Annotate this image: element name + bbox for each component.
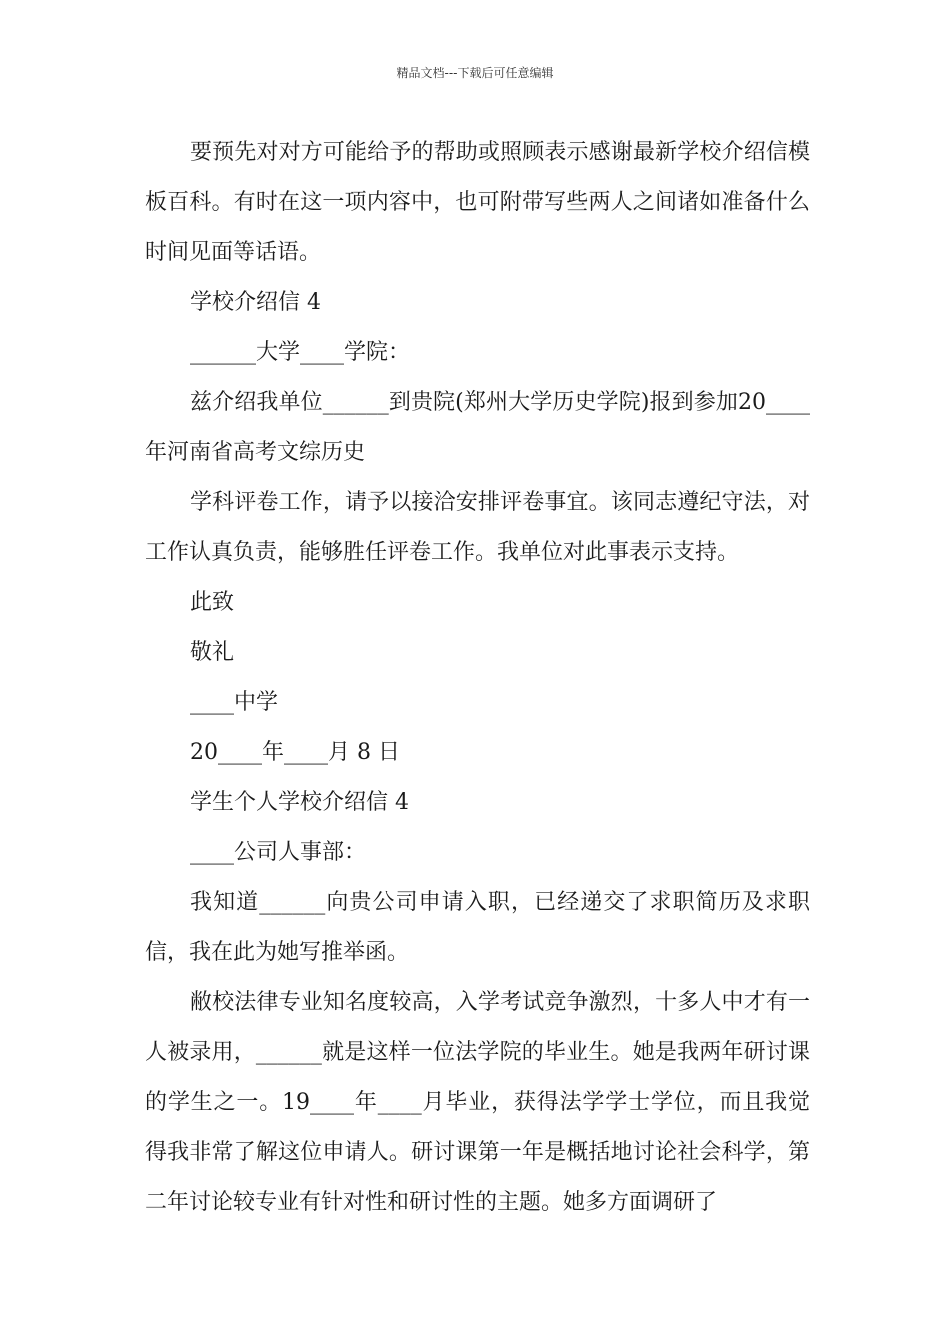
paragraph-application: 我知道______向贵公司申请入职，已经递交了求职简历及求职信，我在此为她写推举函。 (145, 890, 810, 965)
signature-school: ____中学 (190, 690, 279, 715)
addressee-university: ______大学____学院： (190, 340, 411, 365)
heading-student-letter-4: 学生个人学校介绍信 4 (190, 790, 409, 815)
paragraph-introduction: 兹介绍我单位______到贵院(郑州大学历史学院)报到参加20____年河南省高考文综历史 (145, 390, 810, 465)
paragraph-grading-work: 学科评卷工作，请予以接洽安排评卷事宜。该同志遵纪守法，对工作认真负责，能够胜任评卷工作。我单位对此事表示支持。 (145, 490, 810, 565)
signature-date: 20____年____月 8 日 (190, 740, 400, 765)
page-header: 精品文档---下载后可任意编辑 (396, 66, 554, 80)
heading-school-letter-4: 学校介绍信 4 (190, 290, 321, 315)
paragraph-thanks: 要预先对对方可能给予的帮助或照顾表示感谢最新学校介绍信模板百科。有时在这一项内容中，也可附带写些两人之间诸如准备什么时间见面等话语。 (145, 140, 810, 265)
addressee-hr: ____公司人事部： (190, 840, 367, 865)
closing-jingli: 敬礼 (190, 640, 235, 665)
document-body (145, 128, 810, 1228)
paragraph-recommendation: 敝校法律专业知名度较高，入学考试竞争激烈，十多人中才有一人被录用，______就是这样一位法学院的毕业生。她是我两年研讨课的学生之一。19____年____月毕业，获得法学学士学位，而且我觉得我非常了解这位申请人。研讨课第一年是概括地讨论社会科学，第二年讨论较专业有针对性和研讨性的主题。她多方面调研了 (145, 990, 810, 1215)
closing-cizhi: 此致 (190, 590, 235, 615)
